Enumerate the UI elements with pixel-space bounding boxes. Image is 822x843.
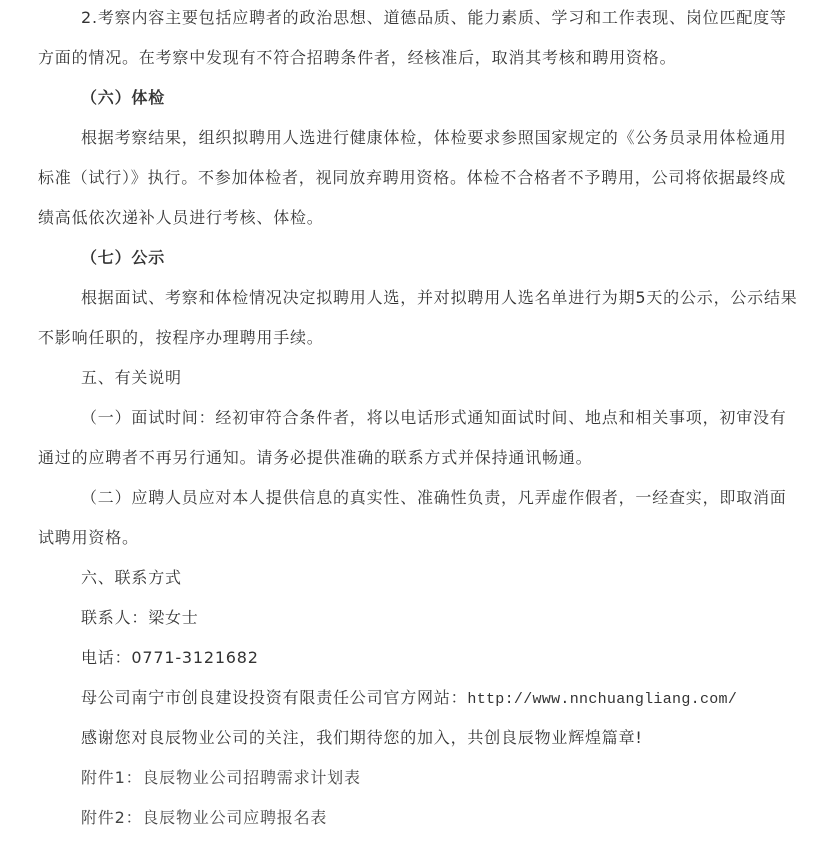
contact-phone: 电话：0771-3121682	[81, 648, 259, 667]
paragraph-applicant-responsibility: （二）应聘人员应对本人提供信息的真实性、准确性负责，凡弄虚作假者，一经查实，即取消面试聘用资格。	[38, 488, 787, 547]
paragraph-public-notice: 根据面试、考察和体检情况决定拟聘用人选，并对拟聘用人选名单进行为期5天的公示，公示结果不影响任职的，按程序办理聘用手续。	[38, 288, 798, 347]
section-heading-notes: 五、有关说明	[81, 368, 182, 387]
website-label: 母公司南宁市创良建设投资有限责任公司官方网站：	[81, 688, 468, 707]
section-heading-contact: 六、联系方式	[81, 568, 182, 587]
paragraph-interview-time: （一）面试时间：经初审符合条件者，将以电话形式通知面试时间、地点和相关事项，初审没有通过的应聘者不再另行通知。请务必提供准确的联系方式并保持通讯畅通。	[38, 408, 787, 467]
attachment-2-link[interactable]: 附件2：良辰物业公司应聘报名表	[81, 808, 328, 827]
website-link[interactable]: http://www.nnchuangliang.com/	[467, 691, 738, 708]
paragraph-physical-exam: 根据考察结果，组织拟聘用人选进行健康体检，体检要求参照国家规定的《公务员录用体检通用标准（试行）》执行。不参加体检者，视同放弃聘用资格。体检不合格者不予聘用，公司将依据最终成绩高低依次递补人员进行考核、体检。	[38, 128, 787, 227]
paragraph-inspection-content: 2.考察内容主要包括应聘者的政治思想、道德品质、能力素质、学习和工作表现、岗位匹配度等方面的情况。在考察中发现有不符合招聘条件者，经核准后，取消其考核和聘用资格。	[38, 8, 787, 67]
thanks-message: 感谢您对良辰物业公司的关注，我们期待您的加入，共创良辰物业辉煌篇章!	[81, 728, 643, 747]
section-heading-physical-exam: （六）体检	[81, 88, 166, 107]
attachment-1-link[interactable]: 附件1：良辰物业公司招聘需求计划表	[81, 768, 361, 787]
section-heading-public-notice: （七）公示	[81, 248, 166, 267]
website-line	[38, 678, 800, 720]
contact-person: 联系人：梁女士	[81, 608, 199, 627]
